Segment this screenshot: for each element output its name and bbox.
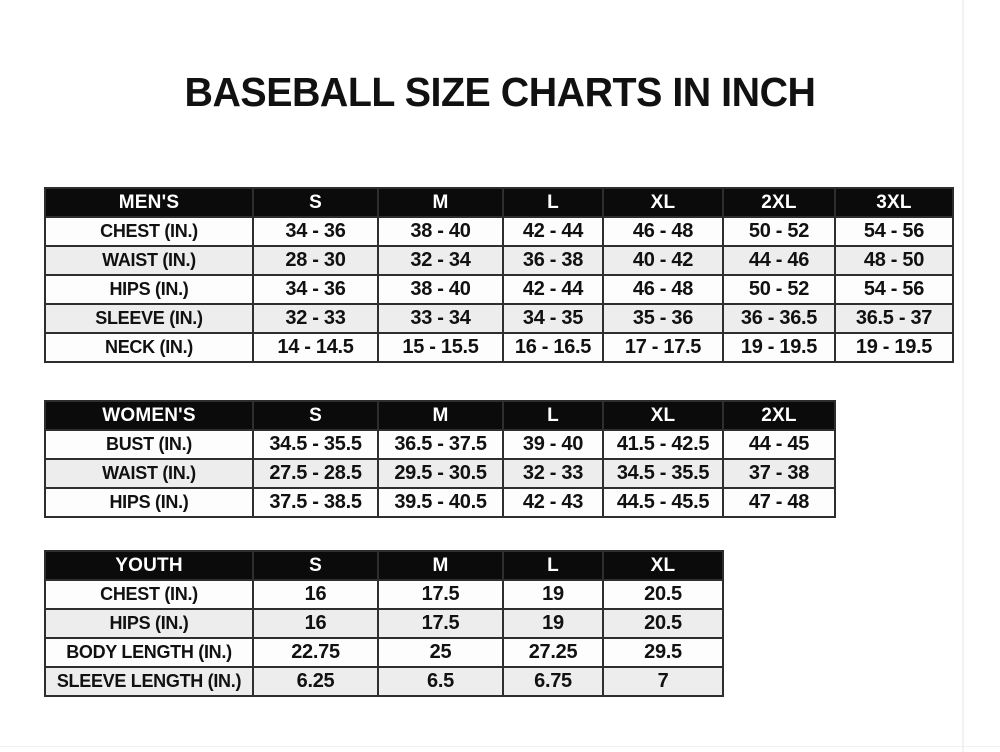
- row-label: BODY LENGTH (IN.): [45, 638, 253, 667]
- size-value-cell: 38 - 40: [378, 275, 503, 304]
- size-value-cell: 16: [253, 580, 378, 609]
- size-value-cell: 34 - 36: [253, 275, 378, 304]
- size-value-cell: 22.75: [253, 638, 378, 667]
- size-value-cell: 17.5: [378, 609, 503, 638]
- row-label: HIPS (IN.): [45, 609, 253, 638]
- size-value-cell: 44 - 46: [723, 246, 835, 275]
- size-value-cell: 17 - 17.5: [603, 333, 723, 362]
- header-row: [45, 551, 723, 580]
- size-value-cell: 20.5: [603, 580, 723, 609]
- size-column-header: S: [253, 551, 378, 580]
- table-row: [45, 459, 835, 488]
- photo-edge-artifact-vertical: [962, 0, 964, 752]
- size-column-header: L: [503, 551, 603, 580]
- size-column-header: XL: [603, 551, 723, 580]
- table-group-header: MEN'S: [45, 188, 253, 217]
- size-value-cell: 36 - 38: [503, 246, 603, 275]
- size-value-cell: 44.5 - 45.5: [603, 488, 723, 517]
- size-column-header: XL: [603, 188, 723, 217]
- size-value-cell: 39 - 40: [503, 430, 603, 459]
- size-value-cell: 29.5 - 30.5: [378, 459, 503, 488]
- mens-size-table: [44, 187, 954, 363]
- womens-size-table: [44, 400, 836, 518]
- photo-edge-artifact-horizontal: [0, 746, 1000, 747]
- size-value-cell: 32 - 33: [503, 459, 603, 488]
- youth-size-table-container: [44, 550, 724, 697]
- table-row: [45, 488, 835, 517]
- size-value-cell: 41.5 - 42.5: [603, 430, 723, 459]
- size-value-cell: 37 - 38: [723, 459, 835, 488]
- size-value-cell: 46 - 48: [603, 217, 723, 246]
- row-label: SLEEVE (IN.): [45, 304, 253, 333]
- size-value-cell: 16: [253, 609, 378, 638]
- row-label: NECK (IN.): [45, 333, 253, 362]
- size-value-cell: 33 - 34: [378, 304, 503, 333]
- row-label: WAIST (IN.): [45, 246, 253, 275]
- size-value-cell: 19: [503, 609, 603, 638]
- page-title: BASEBALL SIZE CHARTS IN INCH: [184, 69, 816, 115]
- size-column-header: M: [378, 551, 503, 580]
- size-value-cell: 6.25: [253, 667, 378, 696]
- size-value-cell: 42 - 44: [503, 275, 603, 304]
- size-value-cell: 28 - 30: [253, 246, 378, 275]
- size-value-cell: 17.5: [378, 580, 503, 609]
- size-column-header: M: [378, 401, 503, 430]
- mens-size-table-container: [44, 187, 954, 363]
- size-value-cell: 34 - 36: [253, 217, 378, 246]
- size-value-cell: 35 - 36: [603, 304, 723, 333]
- size-value-cell: 54 - 56: [835, 217, 953, 246]
- size-value-cell: 19 - 19.5: [723, 333, 835, 362]
- size-value-cell: 42 - 44: [503, 217, 603, 246]
- size-value-cell: 16 - 16.5: [503, 333, 603, 362]
- size-value-cell: 36.5 - 37: [835, 304, 953, 333]
- row-label: HIPS (IN.): [45, 275, 253, 304]
- size-value-cell: 25: [378, 638, 503, 667]
- size-column-header: XL: [603, 401, 723, 430]
- size-column-header: 2XL: [723, 188, 835, 217]
- size-value-cell: 40 - 42: [603, 246, 723, 275]
- size-column-header: M: [378, 188, 503, 217]
- size-value-cell: 20.5: [603, 609, 723, 638]
- size-column-header: 3XL: [835, 188, 953, 217]
- size-column-header: S: [253, 188, 378, 217]
- size-value-cell: 15 - 15.5: [378, 333, 503, 362]
- table-group-header: YOUTH: [45, 551, 253, 580]
- size-value-cell: 6.75: [503, 667, 603, 696]
- row-label: BUST (IN.): [45, 430, 253, 459]
- size-value-cell: 27.5 - 28.5: [253, 459, 378, 488]
- size-value-cell: 46 - 48: [603, 275, 723, 304]
- size-value-cell: 19: [503, 580, 603, 609]
- size-value-cell: 7: [603, 667, 723, 696]
- size-value-cell: 34.5 - 35.5: [603, 459, 723, 488]
- row-label: CHEST (IN.): [45, 580, 253, 609]
- size-value-cell: 14 - 14.5: [253, 333, 378, 362]
- table-row: [45, 667, 723, 696]
- size-value-cell: 34.5 - 35.5: [253, 430, 378, 459]
- size-value-cell: 50 - 52: [723, 217, 835, 246]
- table-row: [45, 609, 723, 638]
- row-label: HIPS (IN.): [45, 488, 253, 517]
- table-row: [45, 304, 953, 333]
- table-row: [45, 333, 953, 362]
- size-value-cell: 32 - 33: [253, 304, 378, 333]
- size-value-cell: 29.5: [603, 638, 723, 667]
- size-value-cell: 36.5 - 37.5: [378, 430, 503, 459]
- table-row: [45, 580, 723, 609]
- table-row: [45, 217, 953, 246]
- row-label: WAIST (IN.): [45, 459, 253, 488]
- table-row: [45, 430, 835, 459]
- size-column-header: S: [253, 401, 378, 430]
- size-value-cell: 39.5 - 40.5: [378, 488, 503, 517]
- size-value-cell: 54 - 56: [835, 275, 953, 304]
- size-value-cell: 6.5: [378, 667, 503, 696]
- table-group-header: WOMEN'S: [45, 401, 253, 430]
- size-column-header: L: [503, 188, 603, 217]
- size-value-cell: 42 - 43: [503, 488, 603, 517]
- table-row: [45, 275, 953, 304]
- size-value-cell: 34 - 35: [503, 304, 603, 333]
- size-value-cell: 48 - 50: [835, 246, 953, 275]
- table-row: [45, 246, 953, 275]
- header-row: [45, 401, 835, 430]
- row-label: SLEEVE LENGTH (IN.): [45, 667, 253, 696]
- size-value-cell: 37.5 - 38.5: [253, 488, 378, 517]
- womens-size-table-container: [44, 400, 836, 518]
- youth-size-table: [44, 550, 724, 697]
- size-column-header: 2XL: [723, 401, 835, 430]
- size-value-cell: 50 - 52: [723, 275, 835, 304]
- size-value-cell: 38 - 40: [378, 217, 503, 246]
- size-column-header: L: [503, 401, 603, 430]
- size-value-cell: 47 - 48: [723, 488, 835, 517]
- size-value-cell: 19 - 19.5: [835, 333, 953, 362]
- size-value-cell: 27.25: [503, 638, 603, 667]
- size-value-cell: 32 - 34: [378, 246, 503, 275]
- size-value-cell: 44 - 45: [723, 430, 835, 459]
- size-value-cell: 36 - 36.5: [723, 304, 835, 333]
- row-label: CHEST (IN.): [45, 217, 253, 246]
- table-row: [45, 638, 723, 667]
- header-row: [45, 188, 953, 217]
